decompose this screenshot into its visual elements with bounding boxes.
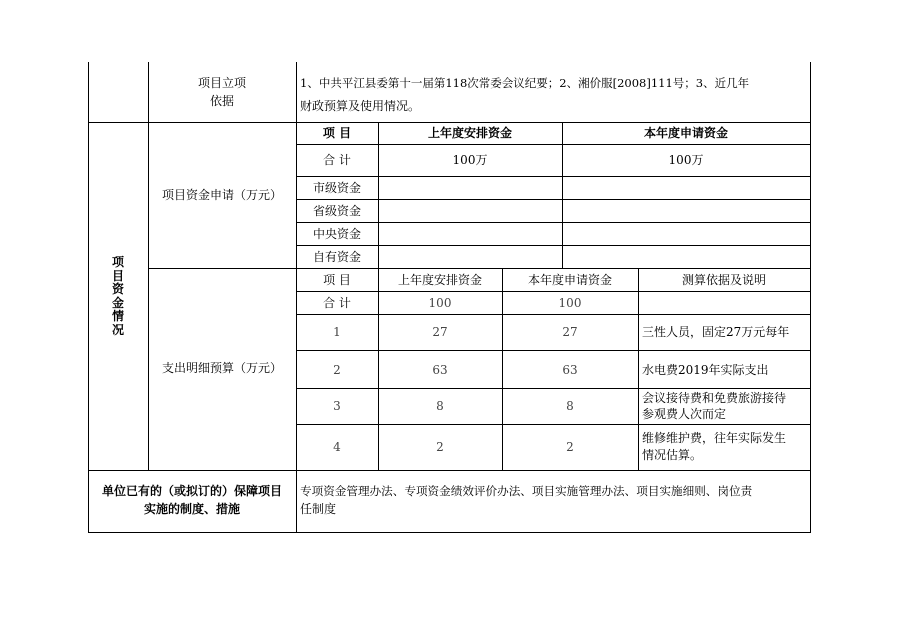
expenditure-row-item: 2 [333, 363, 341, 377]
expenditure-row-note: 水电费2019年实际支出 [642, 363, 769, 377]
funding-section-label: 项 目 资 金 情 况 [111, 255, 124, 337]
col-divider [148, 62, 149, 470]
expenditure-row-item: 1 [333, 325, 341, 339]
application-header-last-year: 上年度安排资金 [427, 126, 512, 140]
basis-text-line1: 1、中共平江县委第十一届第118次常委会议纪要；2、湘价服[2008]111号；3、近几年 [300, 76, 750, 90]
expenditure-row-last-year: 2 [436, 440, 444, 454]
row-divider [296, 222, 811, 223]
expenditure-row-this-year: 2 [566, 440, 574, 454]
application-row-item: 合 计 [323, 153, 351, 167]
measures-label-line1: 单位已有的（或拟订的）保障项目 [101, 484, 282, 498]
expenditure-total-last-year: 100 [428, 296, 452, 310]
table-border-right [810, 62, 811, 533]
expenditure-header-note: 测算依据及说明 [681, 273, 766, 287]
expenditure-row-note: 维修维护费，往年实际发生 [642, 431, 787, 445]
expenditure-row-note-line2: 参观费人次而定 [642, 407, 727, 421]
expenditure-header-item: 项 目 [323, 273, 351, 287]
row-divider [296, 176, 811, 177]
application-row-item: 市级资金 [312, 181, 361, 195]
application-header-item: 项 目 [322, 126, 352, 140]
row-divider [296, 291, 811, 292]
expenditure-row-last-year: 8 [436, 399, 444, 413]
expenditure-total-this-year: 100 [558, 296, 582, 310]
expenditure-row-this-year: 27 [562, 325, 578, 339]
expenditure-row-item: 4 [333, 440, 341, 454]
measures-label-line2: 实施的制度、措施 [143, 502, 240, 516]
basis-text-line2: 财政预算及使用情况。 [300, 99, 421, 113]
col-divider [638, 268, 639, 470]
row-divider [296, 314, 811, 315]
expenditure-row-item: 3 [333, 399, 341, 413]
row-divider [148, 268, 811, 269]
row-divider [296, 144, 811, 145]
expenditure-row-note-line2: 情况估算。 [642, 448, 703, 462]
expenditure-row-note: 会议接待费和免费旅游接待 [642, 391, 787, 405]
expenditure-total-item: 合 计 [323, 296, 351, 310]
row-divider [296, 199, 811, 200]
basis-label-line1: 项目立项 [197, 76, 246, 90]
expenditure-row-last-year: 63 [432, 363, 448, 377]
application-row-item: 自有资金 [312, 250, 361, 264]
row-divider [296, 424, 811, 425]
expenditure-header-last-year: 上年度安排资金 [397, 273, 482, 287]
expenditure-row-this-year: 63 [562, 363, 578, 377]
expenditure-label: 支出明细预算（万元） [161, 361, 282, 375]
expenditure-row-note: 三性人员，固定27万元每年 [642, 325, 790, 339]
application-label: 项目资金申请（万元） [161, 188, 282, 202]
expenditure-row-last-year: 27 [432, 325, 448, 339]
application-row-last-year: 100万 [452, 153, 488, 167]
application-header-this-year: 本年度申请资金 [643, 126, 728, 140]
application-row-this-year: 100万 [668, 153, 704, 167]
row-divider [88, 122, 811, 123]
row-divider [296, 350, 811, 351]
measures-text-line2: 任制度 [300, 502, 337, 516]
measures-text-line1: 专项资金管理办法、专项资金绩效评价办法、项目实施管理办法、项目实施细则、岗位责 [300, 484, 753, 498]
basis-label-line2: 依据 [209, 94, 234, 108]
application-row-item: 省级资金 [312, 204, 361, 218]
expenditure-row-this-year: 8 [566, 399, 574, 413]
expenditure-header-this-year: 本年度申请资金 [527, 273, 612, 287]
application-row-item: 中央资金 [312, 227, 361, 241]
row-divider [88, 470, 811, 471]
row-divider [296, 245, 811, 246]
table-border-bottom [88, 532, 811, 533]
